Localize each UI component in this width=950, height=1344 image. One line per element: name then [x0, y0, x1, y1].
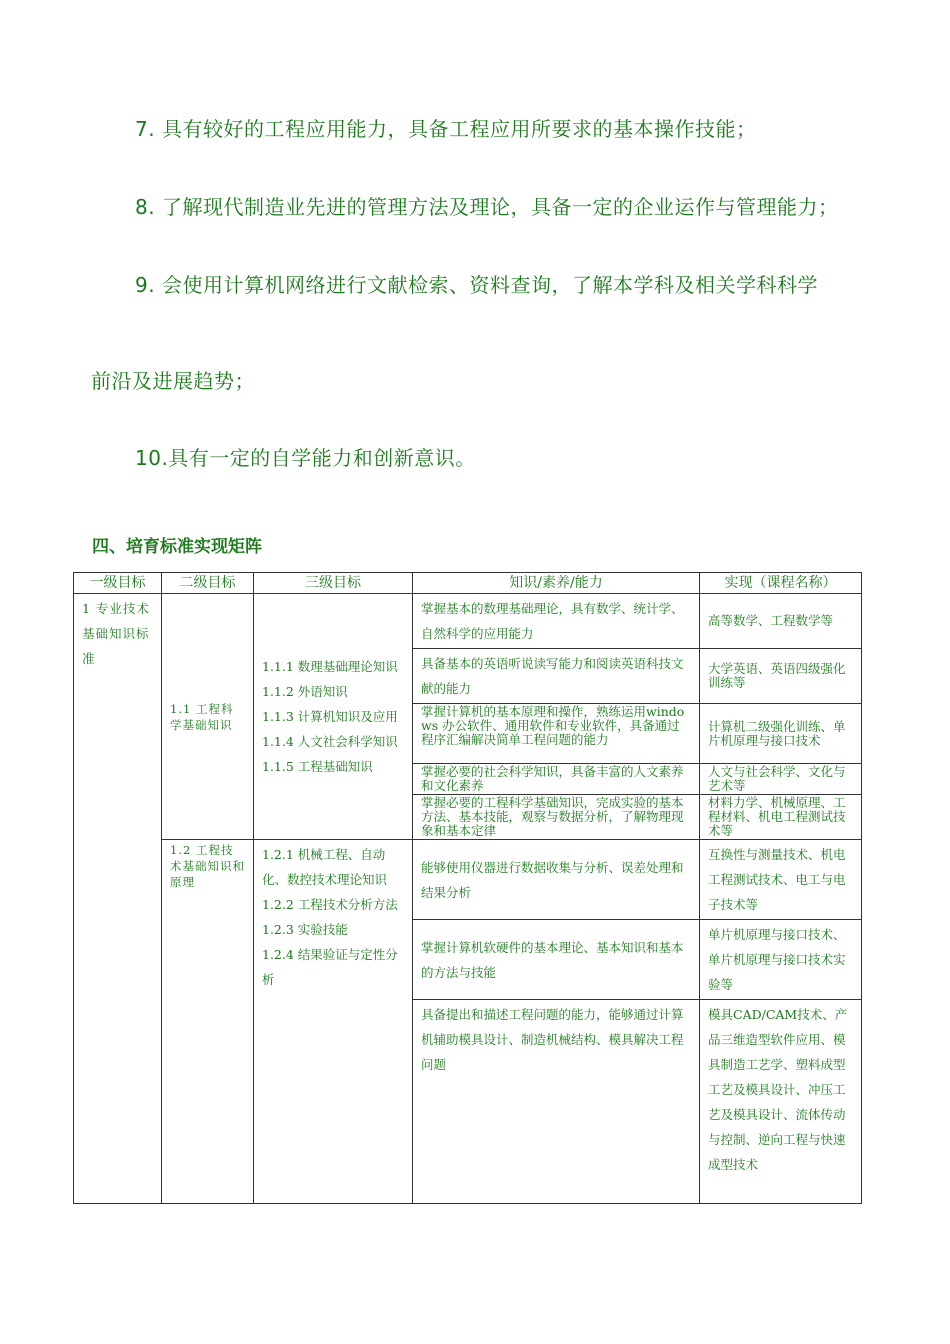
ability-cell: 具备基本的英语听说读写能力和阅读英语科技文献的能力 [413, 649, 700, 704]
course-cell: 计算机二级强化训练、单片机原理与接口技术 [700, 704, 862, 764]
table-row [74, 840, 862, 920]
level3-cell-a: 1.1.1 数理基础理论知识 1.1.2 外语知识 1.1.3 计算机知识及应用 1.1.4 人文社会科学知识 1.1.5 工程基础知识 [254, 594, 413, 840]
paragraph-8: 8. 了解现代制造业先进的管理方法及理论，具备一定的企业运作与管理能力； [135, 195, 839, 219]
course-cell: 大学英语、英语四级强化训练等 [700, 649, 862, 704]
ability-cell: 掌握计算机的基本原理和操作，熟练运用windows 办公软件、通用软件和专业软件，具备通过程序汇编解决简单工程问题的能力 [413, 704, 700, 764]
course-cell: 材料力学、机械原理、工程材料、机电工程测试技术等 [700, 795, 862, 840]
paragraph-10: 10.具有一定的自学能力和创新意识。 [135, 446, 476, 470]
ability-cell: 具备提出和描述工程问题的能力，能够通过计算机辅助模具设计、制造机械结构、模具解决工程问题 [413, 1000, 700, 1204]
header-ability: 知识/素养/能力 [413, 573, 700, 594]
course-cell: 单片机原理与接口技术、单片机原理与接口技术实验等 [700, 920, 862, 1000]
header-level2: 二级目标 [162, 573, 254, 594]
ability-cell: 掌握计算机软硬件的基本理论、基本知识和基本的方法与技能 [413, 920, 700, 1000]
header-level3: 三级目标 [254, 573, 413, 594]
table-row [74, 594, 862, 649]
section-heading: 四、培育标准实现矩阵 [92, 537, 262, 557]
header-level1: 一级目标 [74, 573, 162, 594]
course-cell: 人文与社会科学、文化与艺术等 [700, 764, 862, 795]
ability-cell: 掌握必要的社会科学知识，具备丰富的人文素养和文化素养 [413, 764, 700, 795]
level2-cell-b: 1.2 工程技术基础知识和原理 [162, 840, 254, 1204]
course-cell: 模具CAD/CAM技术、产品三维造型软件应用、模具制造工艺学、塑料成型工艺及模具设计、冲压工艺及模具设计、流体传动与控制、逆向工程与快速成型技术 [700, 1000, 862, 1204]
course-cell: 高等数学、工程数学等 [700, 594, 862, 649]
level3-cell-b: 1.2.1 机械工程、自动化、数控技术理论知识 1.2.2 工程技术分析方法 1.2.3 实验技能 1.2.4 结果验证与定性分析 [254, 840, 413, 1204]
header-course: 实现（课程名称） [700, 573, 862, 594]
paragraph-9-line-1: 9. 会使用计算机网络进行文献检索、资料查询，了解本学科及相关学科科学 [135, 273, 818, 297]
course-cell: 互换性与测量技术、机电工程测试技术、电工与电子技术等 [700, 840, 862, 920]
level2-cell-a: 1.1 工程科学基础知识 [162, 594, 254, 840]
level1-cell: 1 专业技术基础知识标准 [74, 594, 162, 1204]
paragraph-7: 7. 具有较好的工程应用能力，具备工程应用所要求的基本操作技能； [135, 117, 757, 141]
ability-cell: 能够使用仪器进行数据收集与分析、误差处理和结果分析 [413, 840, 700, 920]
ability-cell: 掌握必要的工程科学基础知识，完成实验的基本方法、基本技能，观察与数据分析，了解物理现象和基本定律 [413, 795, 700, 840]
standards-matrix-table [73, 572, 862, 1204]
ability-cell: 掌握基本的数理基础理论，具有数学、统计学、自然科学的应用能力 [413, 594, 700, 649]
paragraph-9-line-2: 前沿及进展趋势； [91, 369, 255, 393]
table-header-row [74, 573, 862, 594]
